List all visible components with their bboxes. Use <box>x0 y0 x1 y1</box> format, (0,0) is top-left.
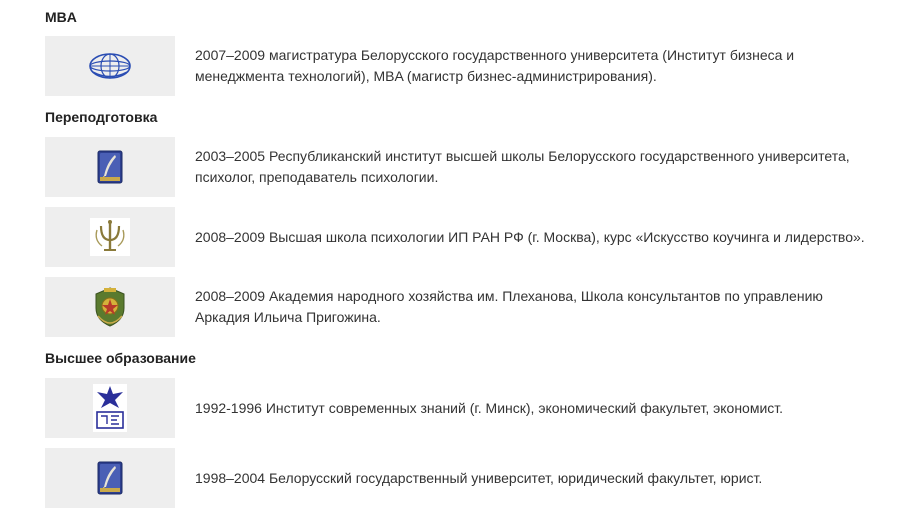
section-title-higher-education: Высшее образование <box>45 350 196 366</box>
quill-emblem-icon <box>97 150 123 184</box>
institution-logo <box>45 448 175 508</box>
education-entry <box>45 207 875 267</box>
entry-text: 2008–2009 Высшая школа психологии ИП РАН РФ (г. Москва), курс «Искусство коучинга и лидерство». <box>195 228 865 245</box>
globe-logo-icon <box>87 50 133 82</box>
institution-logo <box>45 378 175 438</box>
institution-logo <box>45 137 175 197</box>
academy-crest-icon <box>92 286 128 328</box>
institution-logo <box>45 36 175 96</box>
education-entry <box>45 448 875 508</box>
institution-logo <box>45 207 175 267</box>
section-title-retraining: Переподготовка <box>45 109 158 125</box>
entry-text: 1998–2004 Белорусский государственный университет, юридический факультет, юрист. <box>195 469 763 486</box>
education-entry <box>45 137 875 197</box>
quill-emblem-icon <box>97 461 123 495</box>
entry-text: 2007–2009 магистратура Белорусского государственного университета (Институт бизнеса и менеджмента технологий), MBA (магистр бизнес-администрирования). <box>195 47 795 84</box>
psi-emblem-icon <box>90 218 130 256</box>
bird-emblem-icon <box>93 384 127 432</box>
education-entry <box>45 378 875 438</box>
institution-logo <box>45 277 175 337</box>
entry-text: 2008–2009 Академия народного хозяйства им. Плеханова, Школа консультантов по управлению Аркадия Ильича Пригожина. <box>195 288 823 325</box>
entry-text: 2003–2005 Республиканский институт высшей школы Белорусского государственного университета, психолог, преподаватель психологии. <box>195 148 850 185</box>
education-entry <box>45 277 875 337</box>
entry-text: 1992-1996 Институт современных знаний (г. Минск), экономический факультет, экономист. <box>195 399 784 416</box>
section-title-mba: MBA <box>45 9 77 25</box>
education-entry <box>45 36 875 96</box>
